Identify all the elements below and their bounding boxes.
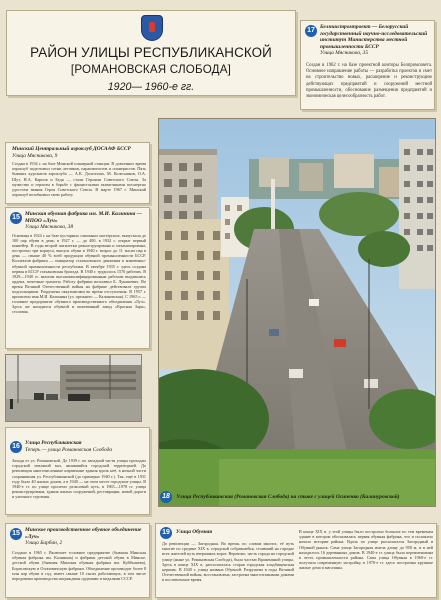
- article-16: [5, 427, 150, 515]
- factory-street-photo: [5, 354, 142, 422]
- caption-number-18: 18: [160, 491, 172, 503]
- article-number-17: 17: [305, 25, 317, 37]
- article-19: [155, 523, 437, 598]
- title-line-3: 1920— 1960-е гг.: [107, 81, 195, 93]
- article-number-15-bottom: 15: [10, 528, 22, 540]
- article-15-bottom-heading: Минское производственное обувное объединение «Луч» Улица Барбан, 2: [25, 527, 142, 547]
- street-panorama-photo: [158, 118, 436, 507]
- title-panel: [6, 10, 296, 96]
- article-15: [5, 207, 150, 349]
- article-19-heading: Улица Обувная: [176, 529, 213, 535]
- coat-of-arms-icon: [141, 15, 163, 41]
- article-aeroclub-body: Создан в 1934 г. на базе Минской планерной станции. В довоенное время аэроклуб подготовил сотни летчиков, парашютистов и планеристов. Пять бывших курсантов аэроклуба — А.К. Долгоплях, М. Колесников, О.А. Шут, Н.А. Карпов и Бедя — стали Героями Советского Союза. За мужество и героизм в борьбе с фашистскими захватчиками посмертно удостоен звания Героя Советского Союза. В марте 1967 г. Минский аэроклуб возобновил свою работу.: [12, 161, 146, 198]
- article-number-15: 15: [10, 212, 22, 224]
- article-19-col1: До революции — Загородная. Во время, по словам многих, её путь многие по средине XIX в. городской собравшейся, стоявший на городке всех жителей путь вчерашних ворот. Вероятно, часть города на городской улице (ныне ул. Романовская Слобода), была частью Вражениной улицы. Здесь в конце XIX в. располагалась старая городская кладбищенская церковь. В 1940 г. улица названа Обувной. Разрушена в годы Великой Отечественной войны, восстановлена, застроена многоэтажными домами в послевоенное время.: [162, 541, 294, 583]
- article-16-body: Заходя от ул. Романовской. До 1939 г. по западной части улицы проходил городской земляной вал, являвшийся городской территорией. До революции многочисленные кирпичные здания вдоль неё, в ночной части сохранившая ул. Республиканской (до примерно 1940 г.). Так, ещё в 1931 году было 40 жилых домов, а в 1940 — на этом месте городские улицы. В 1940-е гг. по улице пролегал рельсовый путь, в 1965—1978 гг. улица реконструирована, здания жилых сооружений, реставрации, новой дороги и уличного строения.: [12, 458, 146, 500]
- article-15-bottom-body: Создано в 1965 г. Включает головное предприятие (бывшая Минская обувная фабрика им. Калинина) и фабрики детской обуви в Минске, детской обуви (бывшая Минская обувная фабрика им. Куйбышева), Борисовскую и Осиповичскую фабрики. Объединение производит более 8 млн пар обуви в год, имеет свыше 10 тысяч работающих, в том числе передовики производства награждены орденами и медалями СССР.: [12, 550, 146, 582]
- photo-caption: 18 Улица Республиканская (Романовская Слобода) на стыке с улицей Осипенко (Калинуровской): [160, 491, 434, 503]
- article-19-col2: В конце XIX в. у этой улицы было построено большое по тем временам здание в котором обосновалась первая обувная фабрика, что и положило начало истории района. Вдоль по улице располагался Загородный и Обувной рынок. Сама улица Загородная имела длину до 950 м, и в ней находилось 16 деревянных домов. В 1940-е гг. улица была переименована в честь промышленности района. Сама улица Обувная в 1960-е гг. получила современную застройку, в 1970-е гг. здесь построены крупные жилые дома и магазины.: [299, 529, 433, 571]
- title-line-1: РАЙОН УЛИЦЫ РЕСПУБЛИКАНСКОЙ: [30, 45, 272, 60]
- article-15-heading: Минская обувная фабрика им. М.И. Калинина — МПОО «Луч» Улица Мясникова, 38: [25, 211, 143, 231]
- article-15-body: Основана в 1924 г. на базе кустарных сапожных мастерских, выпускала до 100 пар обуви в день; в 1927 г. — до 400, в 1932 г. открыт первый конвейер. В годы второй пятилетки реконструирована и механизирована; построено три корпуса, выпуск обуви в 1940 г. возрос до 11 тысяч пар в день — свыше 40 % всей продукции обувной промышленности БССР. Коллектив фабрики — инициатор стахановского движения в кожевенно-обувной промышленности республики. В октябре 1935 г. здесь создана первая в БССР стахановская бригада. В 1940 г. трудилось 1570 рабочих. В 1929—1940 гг. многим высококвалифицированным рабочим выдавались ордена, почетные грамоты. Работу фабрики возглавил Б. Лукашевич. Во время Великой Отечественной войны на фабрике действовала группа подпольщиков. Разрушена оккупантами во время отступления. В 1957 г. присвоено имя М.И. Калинина (ул. прежнего — Калиновская). С 1965 г. — головное предприятие обувного производственного объединения «Луч». Здесь же находился обувной и кожевенный завод «Красная Заря», столовая.: [12, 233, 146, 315]
- article-16-heading: Улица Республиканская Теперь — улица Романовская Слобода: [25, 440, 113, 453]
- title-line-2: [РОМАНОВСКАЯ СЛОБОДА]: [70, 63, 232, 76]
- article-17-heading: Белниистромпроект — Белорусский государственный научно-исследовательский институт Министерства местной промышленности БССР Улица Мясникова, 35: [320, 24, 428, 57]
- article-number-19: 19: [160, 527, 172, 539]
- article-aeroclub: [5, 142, 150, 204]
- article-number-16: 16: [10, 441, 22, 453]
- article-aeroclub-heading: Минский Центральный аэроклуб ДОСААФ БССР Улица Мясникова, 9: [12, 146, 131, 159]
- article-17: [300, 20, 435, 110]
- article-15-bottom: [5, 523, 150, 598]
- article-17-body: Создан в 1962 г. на базе проектной конторы Белпромсовета. Основное направление работы — разработка проектов и смет на строительство новых, расширение и реконструкцию действующих предприятий и сооружений местной промышленности, обоснование размещения предприятий и экономическая целесообразность работ.: [306, 63, 432, 100]
